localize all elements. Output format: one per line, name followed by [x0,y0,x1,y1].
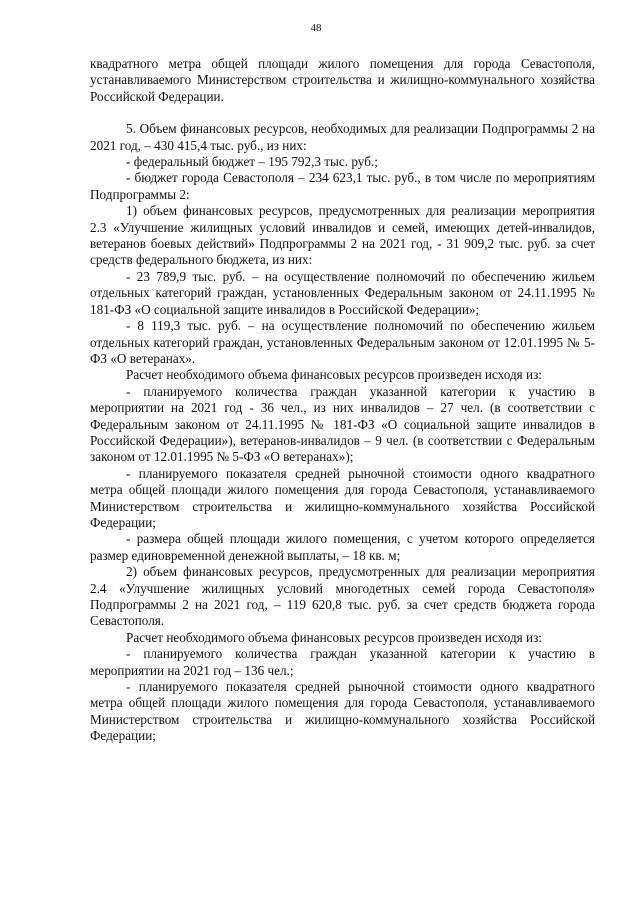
paragraph-2: 5. Объем финансовых ресурсов, необходимых для реализации Подпрограммы 2 на 2021 год, – 430 415,4 тыс. руб., из них: [90,121,595,153]
paragraph-12: 2) объем финансовых ресурсов, предусмотренных для реализации мероприятия 2.4 «Улучшение жилищных условий многодетных семей города Севастополя» Подпрограммы 2 на 2021 год, – 119 620,8 тыс. руб. за счет средств бюджета города Севастополя. [90,564,595,629]
paragraph-7: - 8 119,3 тыс. руб. – на осуществление полномочий по обеспечению жильем отдельных категорий граждан, установленных Федеральным законом от 12.01.1995 № 5-ФЗ «О ветеранах». [90,318,595,366]
paragraph-8: Расчет необходимого объема финансовых ресурсов произведен исходя из: [126,367,542,383]
paragraph-11: - размера общей площади жилого помещения, с учетом которого определяется размер единовременной денежной выплаты, – 18 кв. м; [90,531,595,563]
paragraph-3: - федеральный бюджет – 195 792,3 тыс. руб.; [126,154,378,170]
paragraph-4: - бюджет города Севастополя – 234 623,1 тыс. руб., в том числе по мероприятиям Подпрограммы 2: [90,170,595,202]
page-number: 48 [310,22,322,34]
paragraph-10: - планируемого показателя средней рыночной стоимости одного квадратного метра общей площади жилого помещения для города Севастополя, устанавливаемого Министерством строительства и жилищно-коммунального хозяйства Российской Федерации; [90,465,595,530]
document-body [90,56,595,745]
paragraph-14: - планируемого количества граждан указанной категории к участию в мероприятии на 2021 год – 136 чел.; [90,646,595,678]
paragraph-6: - 23 789,9 тыс. руб. – на осуществление полномочий по обеспечению жильем отдельных категорий граждан, установленных Федеральным законом от 24.11.1995 № 181-ФЗ «О социальной защите инвалидов в Российской Федерации»; [90,268,595,317]
paragraph-13: Расчет необходимого объема финансовых ресурсов произведен исходя из: [126,629,542,645]
paragraph-1: квадратного метра общей площади жилого помещения для города Севастополя, устанавливаемого Министерством строительства и жилищно-коммунального хозяйства Российской Федерации. [90,56,595,104]
paragraph-5: 1) объем финансовых ресурсов, предусмотренных для реализации мероприятия 2.3 «Улучшение жилищных условий инвалидов и семей, имеющих детей-инвалидов, ветеранов боевых действий» Подпрограммы 2 на 2021 год, - 31 909,2 тыс. руб. за счет средств федерального бюджета, из них: [90,203,595,268]
paragraph-9: - планируемого количества граждан указанной категории к участию в мероприятии на 2021 год - 36 чел., из них инвалидов – 27 чел. (в соответствии с Федеральным законом от 24.11.1995 № 181-ФЗ «О социальной защите инвалидов в Российской Федерации»), ветеранов-инвалидов – 9 чел. (в соответствии с Федеральным законом от 12.01.1995 № 5-ФЗ «О ветеранах»); [90,383,595,465]
paragraph-15: - планируемого показателя средней рыночной стоимости одного квадратного метра общей площади жилого помещения для города Севастополя, устанавливаемого Министерством строительства и жилищно-коммунального хозяйства Российской Федерации; [90,679,595,744]
